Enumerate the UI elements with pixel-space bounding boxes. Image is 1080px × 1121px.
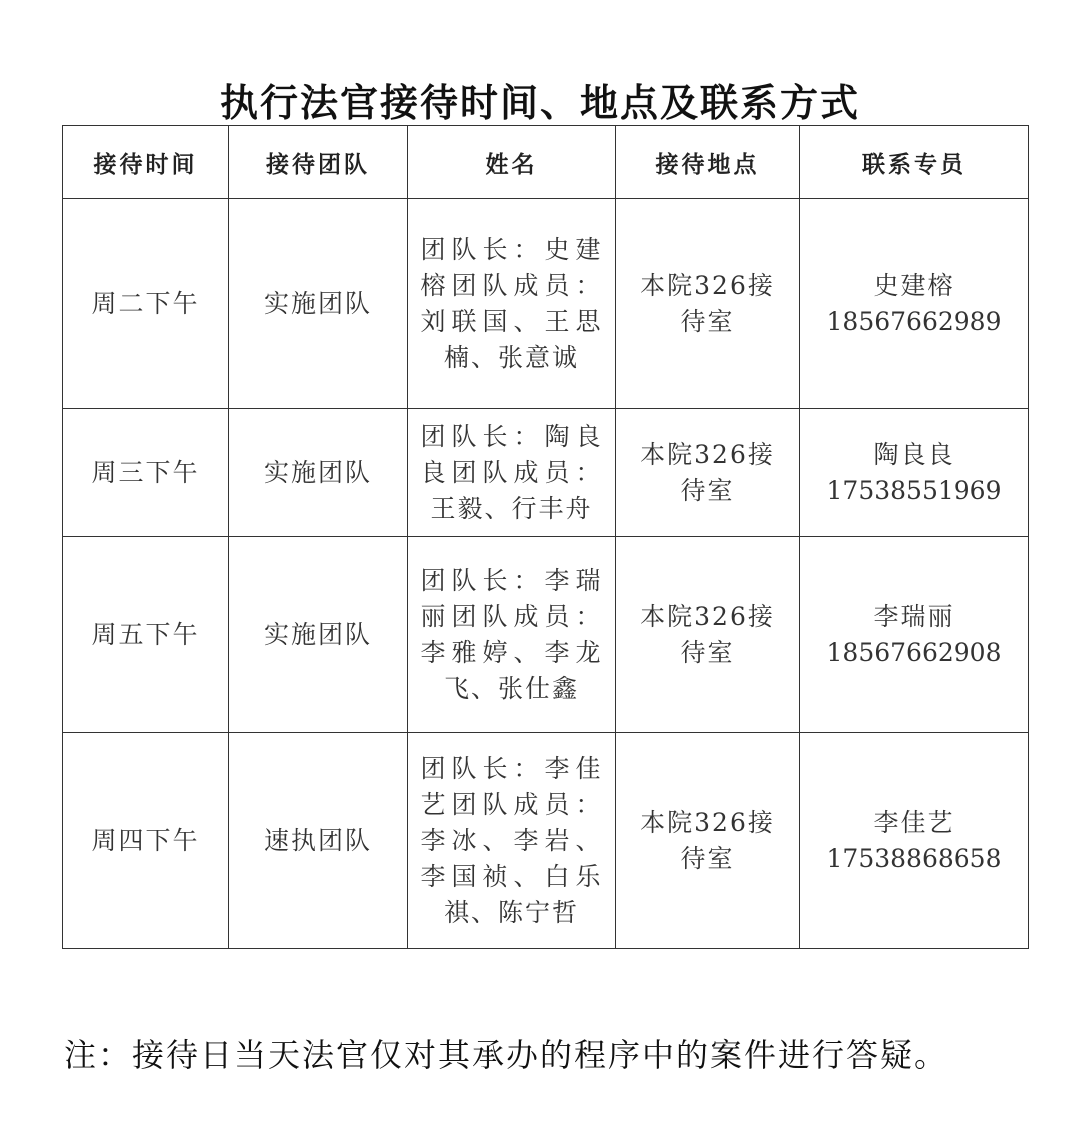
cell-time: 周五下午: [63, 537, 229, 733]
cell-names: 团队长：史建榕团队成员：刘联国、王思楠、张意诚: [420, 234, 603, 372]
reception-schedule-table: [62, 125, 1029, 949]
header-time: 接待时间: [63, 126, 229, 199]
contact-name: 陶良良: [873, 439, 955, 469]
cell-team: 实施团队: [229, 199, 408, 409]
header-team: 接待团队: [229, 126, 408, 199]
cell-place: 本院326接待室: [640, 439, 775, 505]
table-header-row: [63, 126, 1029, 199]
contact-name: 史建榕: [873, 270, 955, 300]
cell-time: 周四下午: [63, 733, 229, 949]
contact-phone: 17538551969: [826, 475, 1002, 505]
header-contact: 联系专员: [800, 126, 1029, 199]
cell-place: 本院326接待室: [640, 807, 775, 873]
contact-phone: 17538868658: [826, 843, 1002, 873]
contact-phone: 18567662908: [826, 637, 1002, 667]
cell-names: 团队长：陶良良团队成员：王毅、行丰舟: [420, 421, 603, 523]
header-names: 姓名: [408, 126, 616, 199]
cell-time: 周三下午: [63, 409, 229, 537]
cell-place: 本院326接待室: [640, 601, 775, 667]
table-row: [63, 537, 1029, 733]
cell-names: 团队长：李瑞丽团队成员：李雅婷、李龙飞、张仕鑫: [420, 565, 603, 703]
contact-phone: 18567662989: [826, 306, 1002, 336]
contact-name: 李瑞丽: [873, 601, 955, 631]
cell-team: 速执团队: [229, 733, 408, 949]
footnote: 注：接待日当天法官仅对其承办的程序中的案件进行答疑。: [64, 1036, 949, 1074]
cell-place: 本院326接待室: [640, 270, 775, 336]
table-row: [63, 409, 1029, 537]
document-title: 执行法官接待时间、地点及联系方式: [219, 81, 860, 125]
header-place: 接待地点: [616, 126, 800, 199]
table-row: [63, 199, 1029, 409]
cell-time: 周二下午: [63, 199, 229, 409]
cell-team: 实施团队: [229, 409, 408, 537]
contact-name: 李佳艺: [873, 807, 955, 837]
table-row: [63, 733, 1029, 949]
cell-names: 团队长：李佳艺团队成员：李冰、李岩、李国祯、白乐祺、陈宁哲: [420, 753, 603, 927]
cell-team: 实施团队: [229, 537, 408, 733]
